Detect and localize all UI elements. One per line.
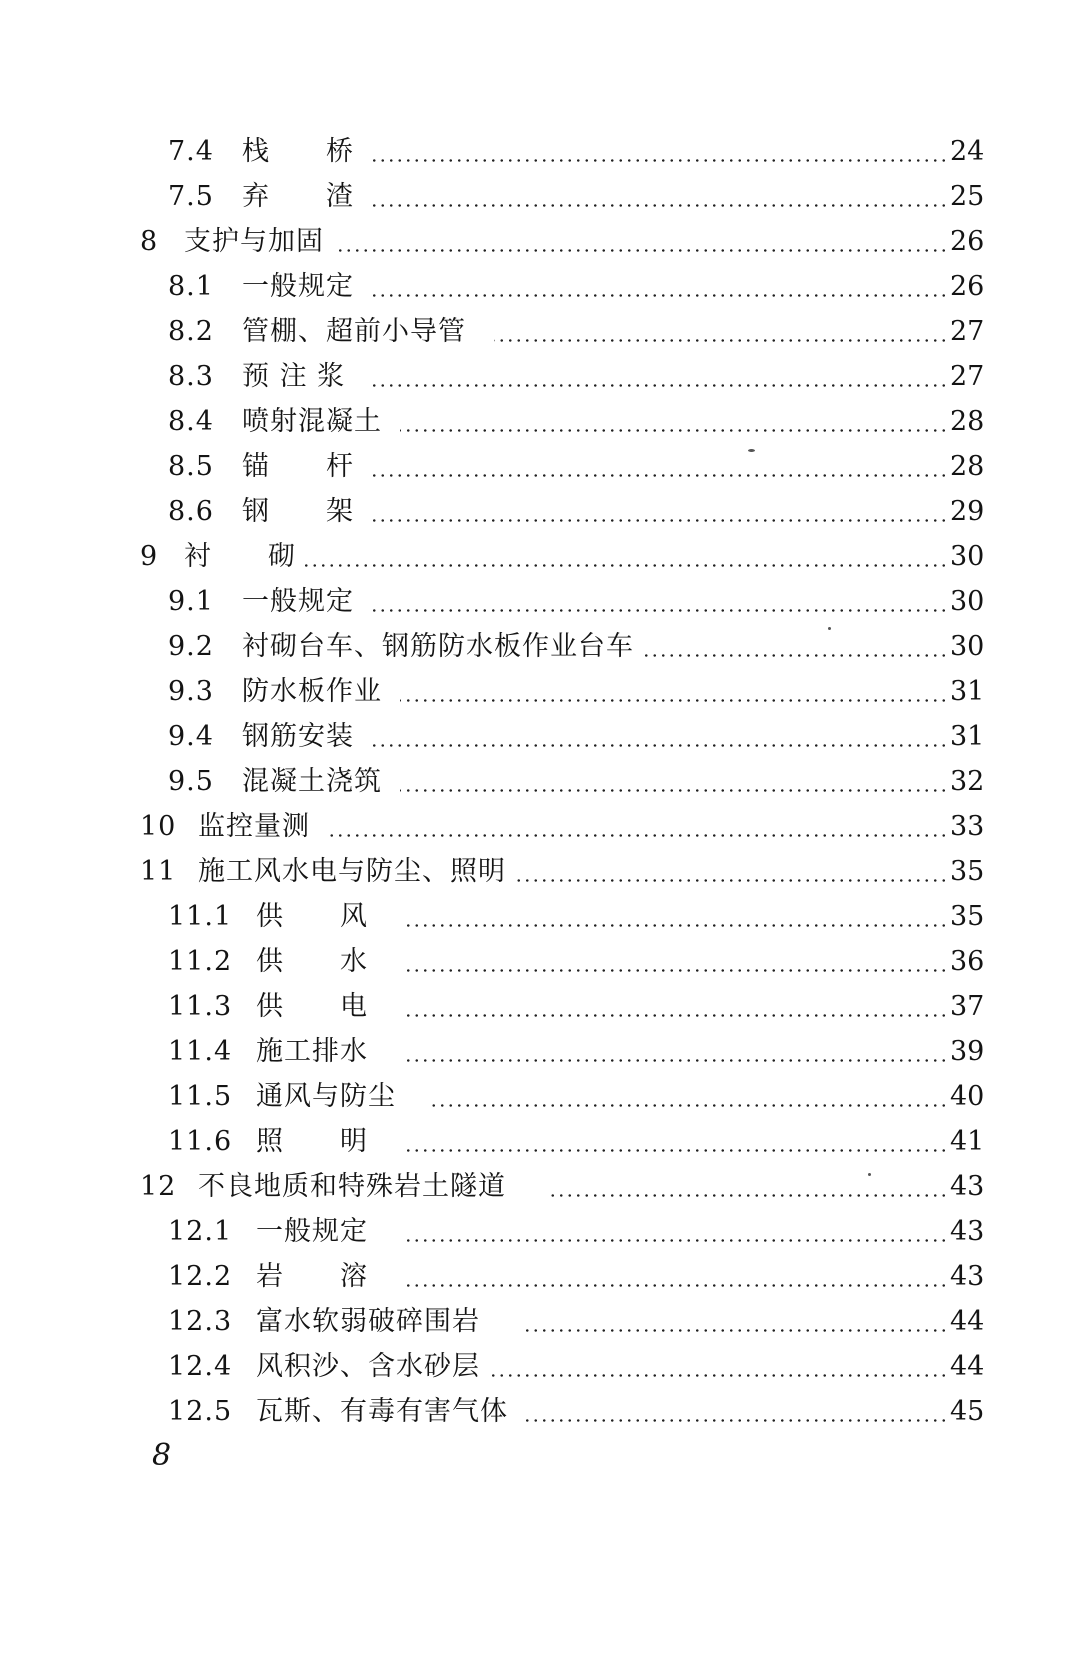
toc-entry-12-1	[0, 1210, 1080, 1254]
toc-number: 9.2	[168, 631, 214, 662]
toc-title: 衬 砌	[184, 541, 296, 572]
toc-leader	[550, 1194, 948, 1197]
scan-speck	[748, 449, 755, 452]
toc-number: 12.1	[168, 1216, 233, 1247]
toc-number: 12.2	[168, 1261, 233, 1292]
toc-title: 照 明	[256, 1126, 368, 1157]
toc-title: 混凝土浇筑	[242, 766, 382, 797]
toc-page-number: 43	[950, 1171, 985, 1202]
toc-title: 瓦斯、有毒有害气体	[256, 1396, 508, 1427]
toc-leader	[520, 1419, 948, 1422]
toc-title: 供 电	[256, 991, 368, 1022]
toc-page-number: 28	[950, 406, 985, 437]
toc-page-number: 24	[950, 136, 985, 167]
toc-leader	[494, 339, 948, 342]
toc-page-number: 40	[950, 1081, 985, 1112]
toc-title: 钢筋安装	[242, 721, 354, 752]
toc-leader	[372, 519, 948, 522]
toc-page-number: 26	[950, 226, 985, 257]
toc-entry-12-2	[0, 1255, 1080, 1299]
page-folio: 8	[152, 1438, 172, 1473]
toc-number: 11.3	[168, 991, 233, 1022]
toc-entry-8	[0, 220, 1080, 264]
toc-title: 钢 架	[242, 496, 354, 527]
toc-leader	[328, 834, 948, 837]
toc-leader	[338, 249, 948, 252]
toc-number: 11.4	[168, 1036, 233, 1067]
toc-number: 8.2	[168, 316, 214, 347]
toc-title: 管棚、超前小导管	[242, 316, 466, 347]
toc-leader	[372, 204, 948, 207]
toc-leader	[400, 429, 948, 432]
toc-number: 10	[140, 811, 177, 842]
toc-entry-8-6	[0, 490, 1080, 534]
toc-leader	[372, 159, 948, 162]
toc-title: 风积沙、含水砂层	[256, 1351, 480, 1382]
toc-leader	[400, 789, 948, 792]
toc-title: 弃 渣	[242, 181, 354, 212]
toc-page-number: 31	[950, 676, 985, 707]
toc-title: 衬砌台车、钢筋防水板作业台车	[242, 631, 634, 662]
toc-number: 11	[140, 856, 177, 887]
toc-leader	[402, 924, 948, 927]
toc-page-number: 30	[950, 631, 985, 662]
toc-title: 预 注 浆	[242, 361, 346, 392]
toc-number: 8.4	[168, 406, 214, 437]
toc-page-number: 45	[950, 1396, 985, 1427]
toc-leader	[516, 879, 948, 882]
toc-title: 岩 溶	[256, 1261, 368, 1292]
toc-entry-11	[0, 850, 1080, 894]
toc-entry-11-2	[0, 940, 1080, 984]
toc-leader	[372, 294, 948, 297]
toc-number: 11.2	[168, 946, 233, 977]
toc-page-number: 30	[950, 586, 985, 617]
toc-title: 施工风水电与防尘、照明	[198, 856, 506, 887]
toc-number: 12	[140, 1171, 177, 1202]
toc-entry-7-4	[0, 130, 1080, 174]
scan-speck	[868, 1173, 871, 1176]
toc-page-number: 35	[950, 856, 985, 887]
toc-title: 一般规定	[242, 586, 354, 617]
toc-entry-11-3	[0, 985, 1080, 1029]
toc-page-number: 27	[950, 361, 985, 392]
toc-leader	[402, 1059, 948, 1062]
toc-entry-10	[0, 805, 1080, 849]
toc-entry-8-1	[0, 265, 1080, 309]
toc-entry-8-4	[0, 400, 1080, 444]
toc-title: 锚 杆	[242, 451, 354, 482]
toc-entry-7-5	[0, 175, 1080, 219]
toc-title: 通风与防尘	[256, 1081, 396, 1112]
toc-entry-8-3	[0, 355, 1080, 399]
toc-entry-11-4	[0, 1030, 1080, 1074]
toc-title: 一般规定	[256, 1216, 368, 1247]
toc-entry-11-1	[0, 895, 1080, 939]
toc-leader	[402, 1149, 948, 1152]
toc-number: 7.5	[168, 181, 214, 212]
toc-number: 9.4	[168, 721, 214, 752]
toc-number: 8.3	[168, 361, 214, 392]
toc-entry-9-3	[0, 670, 1080, 714]
toc-title: 一般规定	[242, 271, 354, 302]
toc-number: 12.4	[168, 1351, 233, 1382]
toc-number: 12.3	[168, 1306, 233, 1337]
toc-number: 8.1	[168, 271, 214, 302]
toc-entry-12-3	[0, 1300, 1080, 1344]
toc-number: 8.5	[168, 451, 214, 482]
toc-page-number: 29	[950, 496, 985, 527]
toc-entry-12-5	[0, 1390, 1080, 1434]
toc-page-number: 37	[950, 991, 985, 1022]
toc-leader	[522, 1329, 948, 1332]
toc-title: 栈 桥	[242, 136, 354, 167]
toc-leader	[402, 1014, 948, 1017]
toc-page-number: 41	[950, 1126, 985, 1157]
toc-leader	[372, 609, 948, 612]
toc-page-number: 44	[950, 1351, 985, 1382]
toc-page-number: 39	[950, 1036, 985, 1067]
toc-title: 供 水	[256, 946, 368, 977]
toc-number: 8.6	[168, 496, 214, 527]
scan-speck	[828, 627, 831, 630]
toc-page-number: 26	[950, 271, 985, 302]
toc-number: 11.1	[168, 901, 233, 932]
toc-title: 不良地质和特殊岩土隧道	[198, 1171, 506, 1202]
toc-page-number: 43	[950, 1261, 985, 1292]
toc-entry-8-5	[0, 445, 1080, 489]
toc-entry-9-2	[0, 625, 1080, 669]
toc-page-number: 44	[950, 1306, 985, 1337]
toc-number: 9.1	[168, 586, 214, 617]
toc-number: 8	[140, 226, 159, 257]
toc-number: 11.6	[168, 1126, 233, 1157]
toc-entry-12-4	[0, 1345, 1080, 1389]
toc-page-number: 31	[950, 721, 985, 752]
toc-page-number: 32	[950, 766, 985, 797]
toc-page-number: 25	[950, 181, 985, 212]
toc-leader	[402, 1284, 948, 1287]
toc-page-number: 28	[950, 451, 985, 482]
toc-title: 支护与加固	[184, 226, 324, 257]
toc-entry-9-5	[0, 760, 1080, 804]
toc-number: 9.5	[168, 766, 214, 797]
toc-leader	[372, 744, 948, 747]
toc-number: 9.3	[168, 676, 214, 707]
toc-number: 7.4	[168, 136, 214, 167]
toc-leader	[300, 564, 948, 567]
toc-title: 施工排水	[256, 1036, 368, 1067]
toc-entry-8-2	[0, 310, 1080, 354]
toc-entry-9	[0, 535, 1080, 579]
toc-title: 监控量测	[198, 811, 310, 842]
toc-leader	[642, 654, 948, 657]
toc-number: 9	[140, 541, 159, 572]
toc-number: 11.5	[168, 1081, 233, 1112]
toc-entry-9-4	[0, 715, 1080, 759]
toc-page-number: 27	[950, 316, 985, 347]
toc-page-number: 35	[950, 901, 985, 932]
toc-page-number: 36	[950, 946, 985, 977]
toc-title: 供 风	[256, 901, 368, 932]
toc-title: 喷射混凝土	[242, 406, 382, 437]
toc-entry-11-6	[0, 1120, 1080, 1164]
toc-leader	[400, 699, 948, 702]
toc-page-number: 43	[950, 1216, 985, 1247]
toc-entry-9-1	[0, 580, 1080, 624]
toc-entry-12	[0, 1165, 1080, 1209]
toc-title: 富水软弱破碎围岩	[256, 1306, 480, 1337]
toc-leader	[402, 1239, 948, 1242]
toc-leader	[430, 1104, 948, 1107]
toc-page-number: 30	[950, 541, 985, 572]
toc-title: 防水板作业	[242, 676, 382, 707]
toc-entry-11-5	[0, 1075, 1080, 1119]
toc-number: 12.5	[168, 1396, 233, 1427]
toc-leader	[372, 474, 948, 477]
toc-leader	[492, 1374, 948, 1377]
toc-leader	[402, 969, 948, 972]
toc-leader	[372, 384, 948, 387]
toc-page-number: 33	[950, 811, 985, 842]
